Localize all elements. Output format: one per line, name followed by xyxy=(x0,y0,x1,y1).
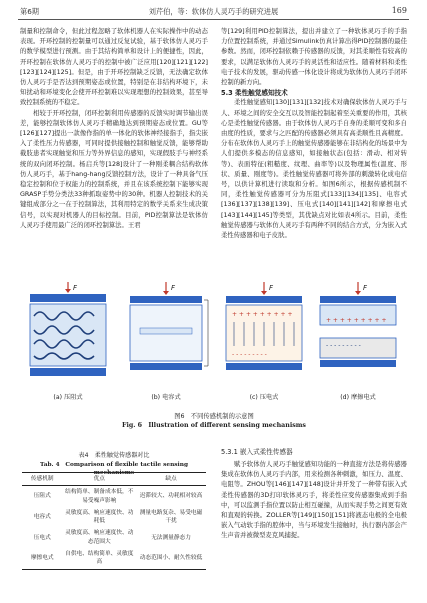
table-caption-cn: 表4 柔性触觉传感器对比 xyxy=(78,452,150,459)
header-rule xyxy=(18,19,409,20)
panel-piezoresistive xyxy=(24,282,112,386)
table-cell: 迟滞较大、功耗相对较高 xyxy=(139,493,203,500)
section-heading xyxy=(221,88,407,98)
column-header: 缺点 xyxy=(136,473,206,486)
figure-caption-cn: 图6 不同传感机制的示意图 xyxy=(174,413,254,420)
figure-6 xyxy=(22,282,404,422)
svg-text:- - - - - - - - -: - - - - - - - - - xyxy=(232,351,267,358)
paragraph: 制量和控制命令，但此过程忽略了软体机器人在实际操作中的动态表现。开环控制的控制量可以通过反复试验，基于软体仿人灵巧手的数学模型进行预测。由于其结构简单和设计上的便捷性，因此，开环控制在软体仿人灵巧手的控制中被广泛应用[120][121][122][123][124][125]。但是，由于开环控制缺乏反馈，无法确定软体仿人灵巧手是否达到预期姿态或位置，特别是在非结构环境下，未知扰动和环境变化会使开环控制难以实现理想的控制效果，甚至导致控制系统的不稳定。 xyxy=(20,28,208,107)
page-number: 169 xyxy=(391,6,407,15)
panel-label-d: (d) 摩擦电式 xyxy=(340,394,376,401)
subsection-heading xyxy=(221,446,293,456)
panel-label-c: (c) 压电式 xyxy=(249,394,279,401)
table-row xyxy=(22,527,206,548)
table-row xyxy=(22,548,206,569)
table-row xyxy=(22,486,206,507)
paragraph: 等[129]利用PID控制算法，提出并建立了一种软体灵巧手的手指力位置控制系统，并通过Simulink仿真计算出得PID控制器的最佳参数。然而，闭环控制依赖于传感器的反馈，对其柔顺性有较高的要求，以满足软体仿人灵巧手的灵活性和适应性。随着材料和柔性电子技术的发展，驱动传感一体化设计将成为软体仿人灵巧手闭环控制的新方向。 xyxy=(221,28,407,87)
svg-text:+ + + + + + + + +: + + + + + + + + + xyxy=(232,311,293,318)
right-column xyxy=(221,27,407,241)
column-header: 优点 xyxy=(62,473,136,486)
left-column xyxy=(20,27,208,231)
paragraph: 相较于开环控制，闭环控制利用传感器的反馈实时调节输出误差，能够控制软体仿人灵巧手精确地达到预期姿态或位置。GU等[126][127]提出一款像作指的单一体化的软体神经接指手，指尖嵌入了柔性压力传感器，可同时提供接触控制和触觉反馈，能够帮助截肢患者实现触觉和压力等外界信息的感知，实现假肢手与神经系统的双向闭环控制。杨启兵等[128]设计了一种刚柔耦合结构软体仿人灵巧手，基于hang-hang反馈控制方法，设计了一种具备气压稳定控制和位于权能力的控制系统，并且在该系统控制下能够实现GRASP手势分类法33种抓取姿势中的30种。机器人控制技术的关键组成部分之一在于控制算法，其利用特定的数学关系来生成决策信号，以实现对机器人的目标控制。目前，PID控制算法是软体仿人灵巧手使用最广泛的闭环控制算法。王君 xyxy=(20,109,208,229)
table-cell: 摩擦电式 xyxy=(22,548,62,569)
table-cell: 测量电路复杂、易受电磁干扰 xyxy=(139,509,203,525)
svg-text:F: F xyxy=(171,284,176,292)
panel-label-b: (b) 电容式 xyxy=(151,394,181,401)
table-cell: 灵敏度高、响应速度快、动态范围大 xyxy=(65,530,134,545)
issue-number: 第6期 xyxy=(20,7,39,16)
section-number: 5.3 xyxy=(221,89,233,98)
panel-triboelectric xyxy=(314,282,402,386)
page-header xyxy=(20,5,407,18)
comparison-table xyxy=(22,472,206,570)
subsection-title: 嵌入式柔性传感器 xyxy=(239,448,293,456)
column-header: 传感机制 xyxy=(22,473,62,486)
right-column-lower xyxy=(221,460,407,542)
paragraph: 柔性触觉感知[130][131][132]技术对确保软体仿人灵巧手与人、环境之间的安全交互以及智能控制起着至关重要的作用，其核心是柔性触觉传感器。由于软体仿人灵巧手自身的柔顺可变和多自由度的性质，要求与之匹配的传感器必须具有高柔顺性且高精度。分布在软体仿人灵巧手上的触觉传感器能够在非结构化的场景中为人们提供多模态的信息感知，如接触状态(包括：滑动、相对转等)、表面特征(粗糙度、纹理、曲率等)以及物理属性(温度、形状、质量、刚度等)。柔性触觉传感器可将外部的刺激转化成电信号，以供计算机进行读取和分析。如图6所示，根据传感机制不同，柔性触觉传感器可分为压阻式[133][134][135]、电容式[136][137][138][139]、压电式[140][141][142]和摩擦电式[143][144][145]等类型，其优缺点对比如表4所示。目前，柔性触觉传感器与软体仿人灵巧手有两种不同的结合方式，分为嵌入式柔性传感器和电子皮肤。 xyxy=(221,99,407,240)
svg-text:F: F xyxy=(269,284,274,292)
table-cell: 动态范围小、耐久性较低 xyxy=(136,548,206,569)
table-header-row xyxy=(22,473,206,486)
figure-caption-en: Fig. 6 Illustration of different sensing mechanisms xyxy=(122,422,306,429)
table-cell: 无法测量静态力 xyxy=(151,534,191,541)
table-cell: 电容式 xyxy=(33,514,51,521)
svg-text:+ + + + + + + + +: + + + + + + + + + xyxy=(326,317,387,324)
section-title: 柔性触觉感知技术 xyxy=(234,89,288,98)
table-cell: 结构简单、制备成本低，不易受噪声影响 xyxy=(65,489,134,504)
subsection-number: 5.3.1 xyxy=(221,448,238,456)
figure-caption xyxy=(20,412,408,430)
paragraph: 赋予软体仿人灵巧手触觉感知功能的一种直接方法是将传感器集成在软体仿人灵巧手内部，用来检测各种刺激，如压力、温度、电阻等。ZHOU等[146][147][148]设计并开发了一种带有嵌入式柔性传感器的3D打印软体灵巧手，将柔性应变传感器集成到手指中，可以监测手指位置以防止相互碰撞，从而实现手势之间更有效和直观的转换。ZOLLER等[149][150][151]将液态电极的全电极嵌入气动软手指的腔体中，当与环境发生接触时，执行器内部会产生声音并被微型麦克风捕捉。 xyxy=(221,461,407,540)
svg-text:F: F xyxy=(363,284,368,292)
svg-text:- - - - - - - - -: - - - - - - - - - xyxy=(326,342,361,349)
svg-text:F: F xyxy=(73,284,78,292)
table-caption-en: Tab. 4 Comparison of flexible tactile sensing mechanisms xyxy=(39,461,189,477)
table-cell: 自供电、结构简单、灵敏度高 xyxy=(62,548,136,569)
running-title: 刘芹伯，等：软体仿人灵巧手的研究进展 xyxy=(148,7,279,16)
panel-piezoelectric xyxy=(220,282,308,386)
panel-label-a: (a) 压阻式 xyxy=(53,394,83,401)
panel-capacitive xyxy=(122,282,210,386)
table-row xyxy=(22,507,206,528)
table-cell: 灵敏度高、响应速度快、功耗低 xyxy=(65,509,134,525)
table-cell: 压电式 xyxy=(33,534,51,541)
table-cell: 压阻式 xyxy=(33,493,51,500)
